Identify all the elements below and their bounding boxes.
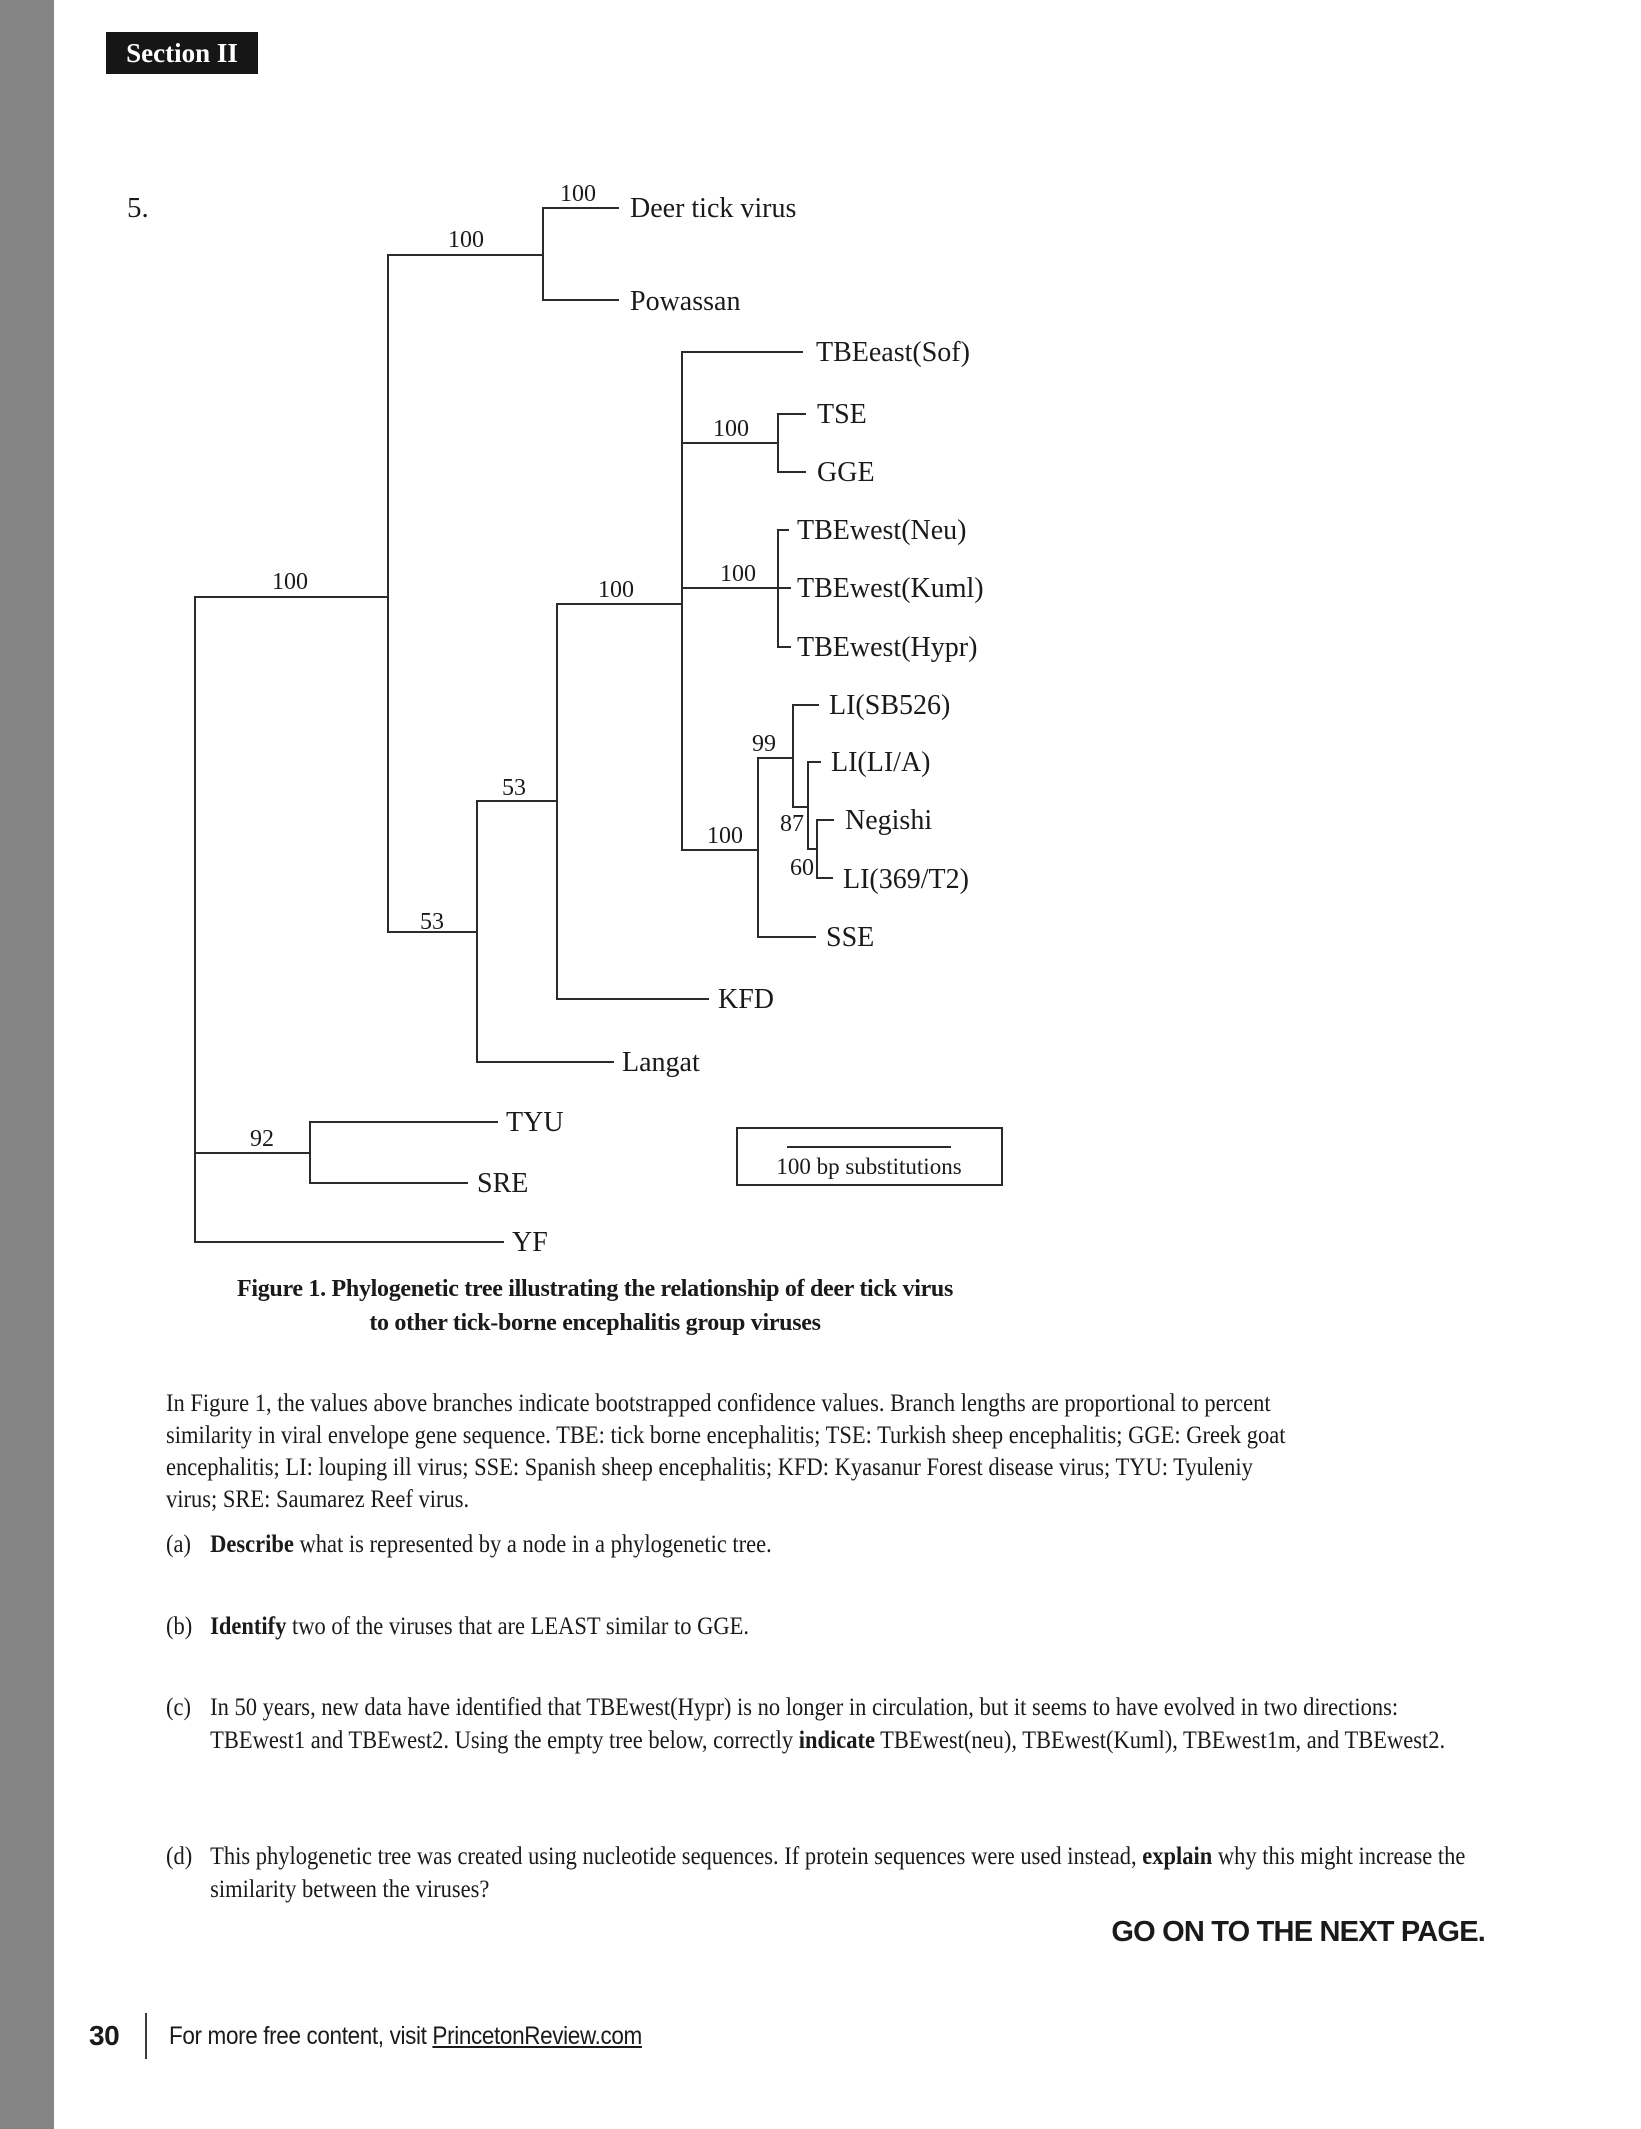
princeton-review-link[interactable]: PrincetonReview.com <box>432 2021 643 2050</box>
question-a-text: what is represented by a node in a phylogenetic tree. <box>293 1531 772 1558</box>
leaf-label-kfd: KFD <box>718 984 775 1015</box>
leaf-label-yf: YF <box>512 1227 548 1258</box>
bootstrap-value: 99 <box>752 731 776 757</box>
footer-text-prefix: For more free content, visit <box>169 2021 433 2050</box>
page-number: 30 <box>89 2020 120 2051</box>
leaf-label-langat: Langat <box>622 1047 700 1078</box>
scale-legend-label: 100 bp substitutions <box>776 1154 962 1179</box>
leaf-label-sse: SSE <box>826 922 875 953</box>
leaf-label-tbewest-neu: TBEwest(Neu) <box>797 515 967 546</box>
question-b-id: (b) <box>166 1613 193 1640</box>
bootstrap-value: 100 <box>448 227 484 253</box>
description-line: encephalitis; LI: louping ill virus; SSE: Spanish sheep encephalitis; KFD: Kyasanur Forest disease virus; TYU: Tyuleniy <box>166 1454 1253 1481</box>
leaf-label-tbeeast-sof: TBEeast(Sof) <box>816 337 970 368</box>
bootstrap-value: 53 <box>420 909 444 935</box>
page-footer <box>89 2012 695 2060</box>
leaf-label-sre: SRE <box>477 1168 529 1199</box>
footer-divider <box>145 2013 147 2059</box>
question-c <box>166 1691 1498 1757</box>
leaf-label-tse: TSE <box>817 399 867 430</box>
question-a <box>166 1528 1498 1561</box>
bootstrap-value: 100 <box>560 181 596 207</box>
description-line: similarity in viral envelope gene sequence. TBE: tick borne encephalitis; TSE: Turkish sheep encephalitis; GGE: Greek goat <box>166 1422 1286 1449</box>
bootstrap-value: 60 <box>790 855 814 881</box>
question-b <box>166 1610 1498 1643</box>
tree-branches <box>195 208 833 1242</box>
bootstrap-value: 92 <box>250 1126 274 1152</box>
question-c-directive: indicate <box>798 1727 875 1754</box>
bootstrap-value: 53 <box>502 775 526 801</box>
bootstrap-value: 100 <box>707 823 743 849</box>
scale-legend <box>737 1128 1002 1185</box>
bootstrap-value: 100 <box>713 416 749 442</box>
leaf-label-li-sb526: LI(SB526) <box>829 690 951 721</box>
go-on-instruction: GO ON TO THE NEXT PAGE. <box>1111 1916 1485 1948</box>
leaf-label-gge: GGE <box>817 457 875 488</box>
question-d <box>166 1840 1498 1906</box>
question-a-id: (a) <box>166 1531 191 1558</box>
question-d-directive: explain <box>1142 1843 1213 1870</box>
figure-caption <box>150 1272 1040 1340</box>
bootstrap-value: 100 <box>720 561 756 587</box>
figure-description <box>166 1388 1498 1516</box>
question-number: 5. <box>127 192 149 224</box>
question-c-pre: In 50 years, new data have identified that TBEwest(Hypr) is no longer in circulation, but it seems to have evolved in two directions: TBEwest1 and TBEwest2. Using the empty tree below, correctly <box>210 1694 1399 1754</box>
question-b-directive: Identify <box>210 1613 287 1640</box>
section-header-label: Section II <box>126 37 238 68</box>
leaf-label-tbewest-kuml: TBEwest(Kuml) <box>797 573 984 604</box>
leaf-label-li-lia: LI(LI/A) <box>831 747 931 778</box>
question-d-id: (d) <box>166 1843 193 1870</box>
footer-text <box>169 2022 642 2051</box>
leaf-label-tbewest-hypr: TBEwest(Hypr) <box>797 632 978 663</box>
figure-caption-line1: Figure 1. Phylogenetic tree illustrating the relationship of deer tick virus <box>236 1276 954 1302</box>
description-line: virus; SRE: Saumarez Reef virus. <box>166 1486 470 1513</box>
figure-caption-line2: to other tick-borne encephalitis group viruses <box>369 1310 821 1336</box>
leaf-label-negishi: Negishi <box>845 805 933 836</box>
description-line: In Figure 1, the values above branches indicate bootstrapped confidence values. Branch lengths are proportional to percent <box>166 1390 1271 1417</box>
leaf-label-tyu: TYU <box>506 1107 564 1138</box>
bootstrap-value: 100 <box>598 577 634 603</box>
question-c-id: (c) <box>166 1694 191 1721</box>
leaf-label-deer-tick-virus: Deer tick virus <box>630 193 797 224</box>
question-d-pre: This phylogenetic tree was created using nucleotide sequences. If protein sequences were used instead, <box>210 1843 1143 1870</box>
question-c-text: TBEwest(neu), TBEwest(Kuml), TBEwest1m, and TBEwest2. <box>874 1727 1446 1754</box>
question-b-text: two of the viruses that are LEAST similar to GGE. <box>286 1613 749 1640</box>
question-a-directive: Describe <box>210 1531 294 1558</box>
question-d-text: why this might increase the similarity between the viruses? <box>210 1843 1466 1903</box>
leaf-label-powassan: Powassan <box>630 286 741 317</box>
bootstrap-value: 100 <box>272 569 308 595</box>
leaf-label-li-369t2: LI(369/T2) <box>843 864 969 895</box>
bootstrap-value: 87 <box>780 811 804 837</box>
